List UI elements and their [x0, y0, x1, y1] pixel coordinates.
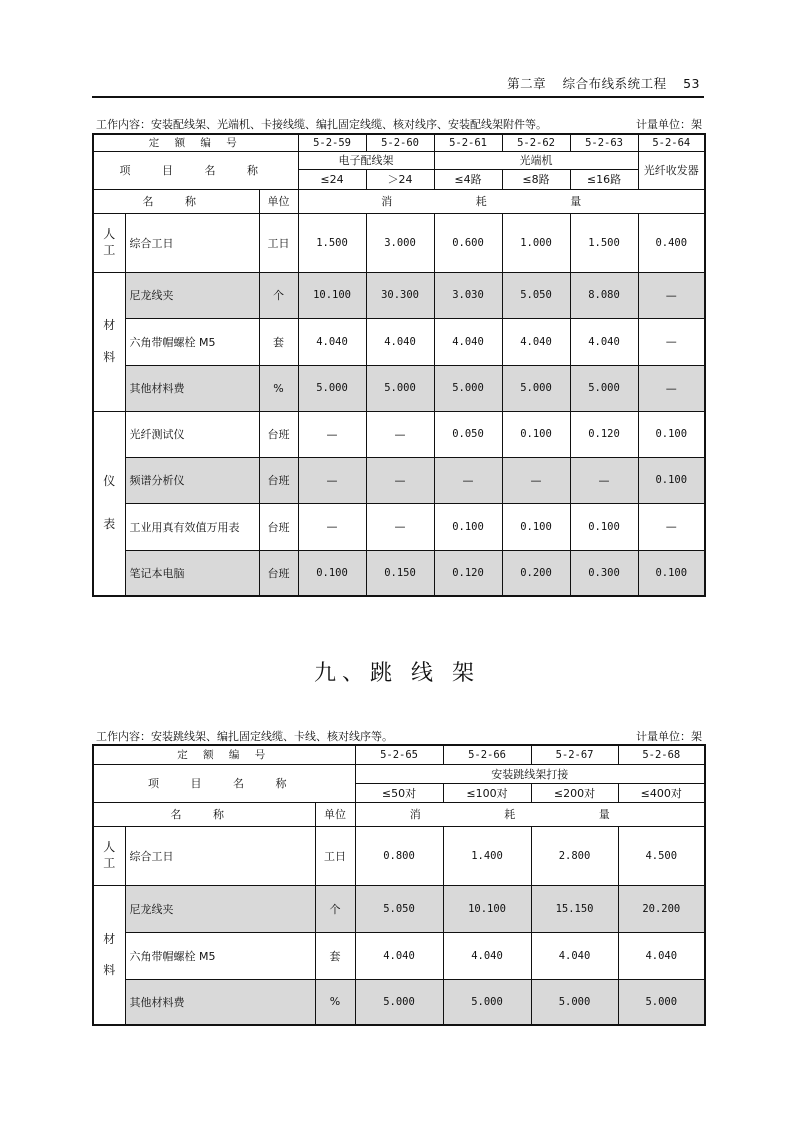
value-cell: 3.000	[366, 213, 434, 272]
row-unit: 工日	[315, 826, 355, 885]
table-row	[93, 503, 705, 550]
row-name: 工业用真有效值万用表	[125, 503, 259, 550]
value-cell: 15.150	[531, 885, 618, 932]
value-cell: 20.200	[618, 885, 705, 932]
value-cell: —	[638, 365, 705, 411]
value-cell: 5.000	[502, 365, 570, 411]
sub-header: ≤8路	[502, 169, 570, 189]
category-material: 材 料	[93, 272, 125, 411]
table-row	[93, 213, 705, 272]
value-cell: —	[638, 272, 705, 318]
code-cell: 5-2-63	[570, 134, 638, 151]
row-name: 六角带帽螺栓 M5	[125, 932, 315, 979]
table-row	[93, 365, 705, 411]
value-cell: 5.050	[355, 885, 443, 932]
sub-header: ≤4路	[434, 169, 502, 189]
value-cell: 4.500	[618, 826, 705, 885]
value-cell: 0.050	[434, 411, 502, 457]
row-unit: %	[315, 979, 355, 1025]
row-name: 光纤测试仪	[125, 411, 259, 457]
row-name: 笔记本电脑	[125, 550, 259, 596]
sub-header: ≤400对	[618, 783, 705, 802]
value-cell: 5.000	[298, 365, 366, 411]
value-cell: 1.400	[443, 826, 531, 885]
item-name-label: 项 目 名 称	[93, 764, 355, 802]
table2-code-row	[93, 745, 705, 764]
page-number: 53	[683, 76, 700, 91]
quota-number-label: 定 额 编 号	[93, 134, 298, 151]
row-name: 六角带帽螺栓 M5	[125, 318, 259, 365]
row-name: 尼龙线夹	[125, 885, 315, 932]
value-cell: —	[298, 503, 366, 550]
table-row	[93, 826, 705, 885]
quota-table-1	[92, 133, 706, 597]
table-row	[93, 272, 705, 318]
item-name-label: 项 目 名 称	[93, 151, 298, 189]
value-cell: 0.100	[638, 411, 705, 457]
code-cell: 5-2-61	[434, 134, 502, 151]
value-cell: —	[366, 457, 434, 503]
value-cell: 0.100	[502, 411, 570, 457]
row-unit: 台班	[259, 411, 298, 457]
value-cell: 5.000	[570, 365, 638, 411]
table-row	[93, 979, 705, 1025]
value-cell: 4.040	[298, 318, 366, 365]
page-header	[92, 72, 704, 98]
value-cell: 0.100	[570, 503, 638, 550]
sub-header: ≤16路	[570, 169, 638, 189]
value-cell: 4.040	[434, 318, 502, 365]
value-cell: 5.000	[366, 365, 434, 411]
row-name: 其他材料费	[125, 365, 259, 411]
table2-group-row	[93, 764, 705, 783]
sub-header: ≤50对	[355, 783, 443, 802]
sub-header: ＞24	[366, 169, 434, 189]
sub-header: ≤24	[298, 169, 366, 189]
book-title: 综合布线系统工程	[562, 76, 667, 91]
group-header: 安装跳线架打接	[355, 764, 705, 783]
row-name: 频谱分析仪	[125, 457, 259, 503]
value-cell: 5.000	[618, 979, 705, 1025]
value-cell: 3.030	[434, 272, 502, 318]
value-cell: —	[638, 318, 705, 365]
category-material: 材 料	[93, 885, 125, 1025]
row-unit: %	[259, 365, 298, 411]
consumption-label: 消 耗 量	[298, 189, 705, 213]
table2-work-content: 工作内容：安装跳线架、编扎固定线缆、卡线、核对线序等。	[96, 730, 393, 743]
consumption-label: 消 耗 量	[355, 802, 705, 826]
group-header: 光端机	[434, 151, 638, 169]
value-cell: —	[570, 457, 638, 503]
code-cell: 5-2-64	[638, 134, 705, 151]
value-cell: 5.050	[502, 272, 570, 318]
value-cell: 5.000	[355, 979, 443, 1025]
value-cell: —	[502, 457, 570, 503]
row-unit: 个	[315, 885, 355, 932]
value-cell: 8.080	[570, 272, 638, 318]
value-cell: 1.500	[298, 213, 366, 272]
code-cell: 5-2-59	[298, 134, 366, 151]
value-cell: 0.100	[434, 503, 502, 550]
code-cell: 5-2-66	[443, 745, 531, 764]
table1-work-content: 工作内容：安装配线架、光端机、卡接线缆、编扎固定线缆、核对线序、安装配线架附件等。	[96, 118, 547, 131]
value-cell: 0.100	[298, 550, 366, 596]
row-unit: 台班	[259, 550, 298, 596]
value-cell: 2.800	[531, 826, 618, 885]
value-cell: 0.800	[355, 826, 443, 885]
value-cell: 4.040	[443, 932, 531, 979]
row-unit: 台班	[259, 457, 298, 503]
table1-info	[96, 116, 702, 132]
table-row	[93, 885, 705, 932]
table-row	[93, 411, 705, 457]
value-cell: 0.400	[638, 213, 705, 272]
table1-group-row	[93, 151, 705, 169]
row-name: 综合工日	[125, 213, 259, 272]
value-cell: 0.200	[502, 550, 570, 596]
row-unit: 套	[259, 318, 298, 365]
group-header: 电子配线架	[298, 151, 434, 169]
chapter-label: 第二章	[507, 76, 547, 91]
unit-label: 单位	[259, 189, 298, 213]
table-row	[93, 932, 705, 979]
table1-unit: 计量单位：架	[636, 118, 702, 131]
category-instrument: 仪 表	[93, 411, 125, 596]
code-cell: 5-2-67	[531, 745, 618, 764]
table-row	[93, 550, 705, 596]
value-cell: 0.100	[502, 503, 570, 550]
value-cell: —	[638, 503, 705, 550]
quota-table-2	[92, 744, 706, 1026]
name-label: 名 称	[93, 802, 315, 826]
code-cell: 5-2-60	[366, 134, 434, 151]
value-cell: 4.040	[618, 932, 705, 979]
value-cell: 0.120	[434, 550, 502, 596]
value-cell: 4.040	[531, 932, 618, 979]
value-cell: 5.000	[434, 365, 502, 411]
value-cell: 4.040	[366, 318, 434, 365]
value-cell: 0.600	[434, 213, 502, 272]
value-cell: —	[366, 411, 434, 457]
row-name: 尼龙线夹	[125, 272, 259, 318]
value-cell: 0.100	[638, 550, 705, 596]
name-label: 名 称	[93, 189, 259, 213]
value-cell: 4.040	[355, 932, 443, 979]
row-unit: 套	[315, 932, 355, 979]
value-cell: 0.100	[638, 457, 705, 503]
unit-label: 单位	[315, 802, 355, 826]
value-cell: 30.300	[366, 272, 434, 318]
value-cell: —	[298, 411, 366, 457]
value-cell: 5.000	[531, 979, 618, 1025]
value-cell: 10.100	[443, 885, 531, 932]
group-header: 光纤收发器	[638, 151, 705, 189]
row-name: 综合工日	[125, 826, 315, 885]
value-cell: 4.040	[502, 318, 570, 365]
sub-header: ≤100对	[443, 783, 531, 802]
value-cell: —	[434, 457, 502, 503]
table2-unit: 计量单位：架	[636, 730, 702, 743]
code-cell: 5-2-62	[502, 134, 570, 151]
value-cell: 5.000	[443, 979, 531, 1025]
value-cell: 0.120	[570, 411, 638, 457]
row-unit: 台班	[259, 503, 298, 550]
table1-code-row	[93, 134, 705, 151]
code-cell: 5-2-68	[618, 745, 705, 764]
value-cell: 0.150	[366, 550, 434, 596]
value-cell: 0.300	[570, 550, 638, 596]
value-cell: 1.000	[502, 213, 570, 272]
code-cell: 5-2-65	[355, 745, 443, 764]
value-cell: 10.100	[298, 272, 366, 318]
table-row	[93, 318, 705, 365]
row-name: 其他材料费	[125, 979, 315, 1025]
value-cell: 4.040	[570, 318, 638, 365]
row-unit: 个	[259, 272, 298, 318]
table-row	[93, 457, 705, 503]
quota-number-label: 定 额 编 号	[93, 745, 355, 764]
sub-header: ≤200对	[531, 783, 618, 802]
table2-label-row	[93, 802, 705, 826]
row-unit: 工日	[259, 213, 298, 272]
table2-info	[96, 728, 702, 744]
category-labor: 人 工	[93, 826, 125, 885]
value-cell: —	[366, 503, 434, 550]
value-cell: 1.500	[570, 213, 638, 272]
category-labor: 人 工	[93, 213, 125, 272]
header-text	[495, 74, 700, 92]
section-title: 九、跳 线 架	[314, 661, 480, 686]
value-cell: —	[298, 457, 366, 503]
table1-label-row	[93, 189, 705, 213]
